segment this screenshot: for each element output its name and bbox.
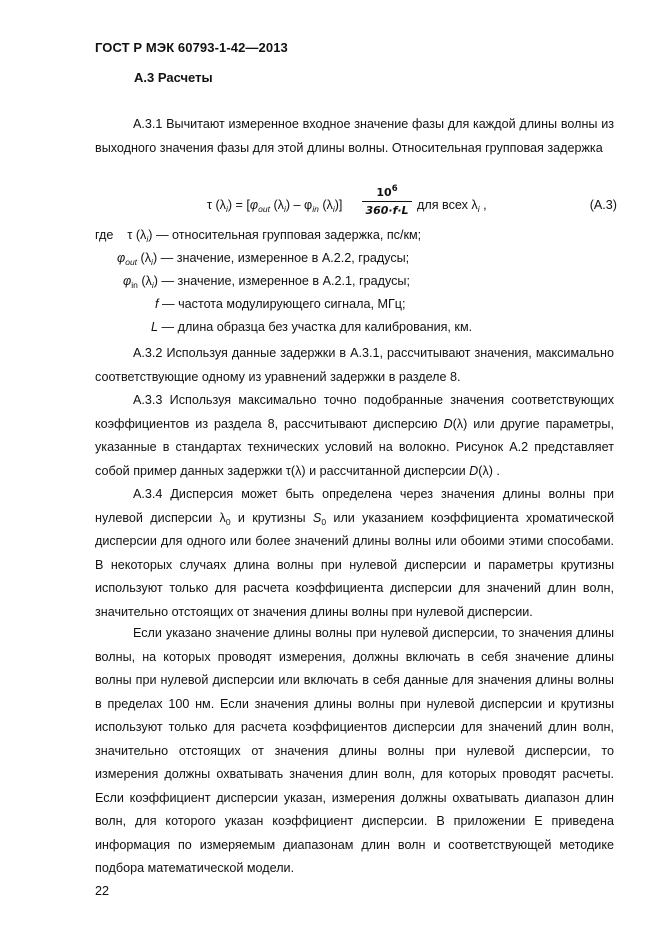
definition-f: f — частота модулирующего сигнала, МГц; [155,297,406,311]
formula-fraction: $\frac{10^6}{360\cdot f\cdot L}$ [362,186,412,217]
equation-number: (А.3) [589,198,617,212]
document-header: ГОСТ Р МЭК 60793-1-42—2013 [95,40,288,55]
page-number: 22 [95,884,110,898]
definition-phi-in: $\varphi_{in}$ $(\lambda_i)$ — значение, измеренное в А.2.1, градусы; [123,274,410,290]
section-title: А.3 Расчеты [134,70,213,85]
definition-tau: где τ $(\lambda_i)$ — относительная групповая задержка, пс/км; [95,228,422,244]
paragraph-a34: А.3.4 Дисперсия может быть определена через значения длины волны при нулевой дисперсии $\lambda_0$ и крутизны $S_0$ или указанием коэффициента хроматической дисперсии для одного или более значений длины волны или обоими этими способами. В некоторых случаях длина волны при нулевой дисперсии и параметры крутизны используют только для расчета коэффициента дисперсии для значений длин волн, значительно отстоящих от значения длины волны при нулевой дисперсии. [95,487,614,619]
definition-L: L — длина образца без участка для калибрования, км. [151,320,473,334]
formula-a3 [207,186,617,226]
paragraph-a33: А.3.3 Используя максимально точно подобранные значения соответствующих коэффициентов из раздела 8, рассчитывают дисперсию D(λ) или другие параметры, указанные в стандартах технических условий на волокно. Рисунок А.2 представляет собой пример данных задержки τ(λ) и рассчитанной дисперсии D(λ) . [95,393,614,478]
definition-phi-out: $\varphi_{out}$ $(\lambda_i)$ — значение, измеренное в А.2.2, градусы; [117,251,410,267]
formula-lhs: τ $(\lambda_i) = [\varphi_{out}$ $(\lambda_i) - \varphi_{in}$ $(\lambda_i)$] [207,198,343,214]
paragraph-zero-dispersion: Если указано значение длины волны при нулевой дисперсии, то значения длины волны, на которых проводят измерения, должны включать в себя значение длины волны при нулевой дисперсии или включать в себя данные для значения длины волны в пределах 100 нм. Если значения длины волны при нулевой дисперсии и крутизны используют только для расчета коэффициентов дисперсии для значений длин волн, значительно отстоящих от значения длины волны при нулевой дисперсии, то измерения должны охватывать значения длин волн, для которых проводят расчеты. Если коэффициент дисперсии указан, измерения должны охватывать диапазон длин волн, для которого указан коэффициент дисперсии. В приложении Е приведена информация по измеряемым диапазонам длин волн и соответствующей методике подбора математической модели. [95,626,614,875]
formula-condition: для всех $\lambda_i$ , [417,198,487,214]
paragraph-a32: А.3.2 Используя данные задержки в А.3.1, рассчитывают значения, максимально соответствующие одному из уравнений задержки в разделе 8. [95,346,614,384]
paragraph-a31: А.3.1 Вычитают измеренное входное значение фазы для каждой длины волны из выходного значения фазы для этой длины волны. Относительная групповая задержка [95,117,614,155]
